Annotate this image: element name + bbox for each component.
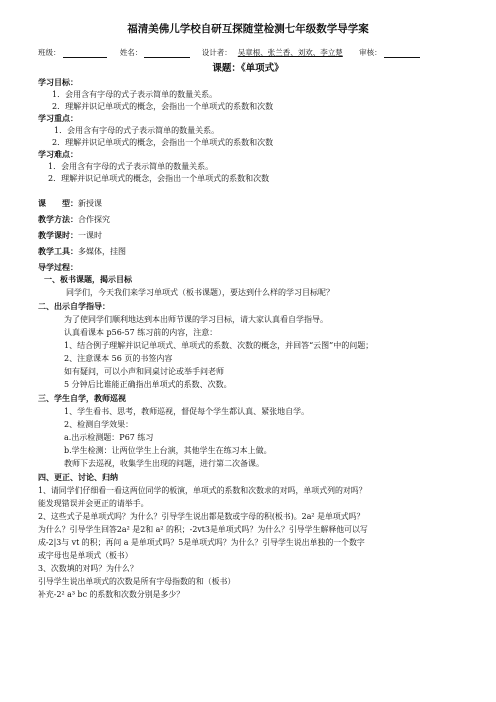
tools-value: 多媒体，挂图 — [78, 247, 126, 256]
reviewer-blank — [384, 48, 420, 58]
section-2-line: 如有疑问，可以小声和同桌讨论或举手问老师 — [64, 367, 224, 376]
focus-heading: 学习重点： — [38, 113, 78, 123]
section-3-line: 1、学生看书、思考，教师巡视，督促每个学生都认真、紧张地自学。 — [64, 407, 310, 416]
section-4-line: 为什么？引导学生回答2a² 是2和 a² 的积；-2vt3是单项式吗？为什么？引导学生解释他可以写 — [38, 525, 368, 534]
section-3-line: 教师下去巡视，收集学生出现的问题，进行第二次备课。 — [64, 459, 264, 468]
class-label: 班级： — [38, 48, 61, 57]
goal-item: 2．理解并识记单项式的概念，会指出一个单项式的系数和次数 — [52, 102, 274, 111]
section-4-line: 2、这些式子是单项式吗？为什么？引导学生说出都是数或字母的积(板书)。2a² 是单项式吗？ — [38, 512, 365, 521]
difficulty-heading: 学习难点： — [38, 149, 78, 159]
section-3-title: 三、学生自学，教师巡视 — [38, 393, 126, 403]
method-label: 教学方法： — [38, 214, 78, 224]
section-4-line: 成-2|3与 vt 的积；再问 a 是单项式吗？5是单项式吗？为什么？引导学生说出单独的一个数字 — [38, 538, 365, 547]
section-4-line: 引导学生说出单项式的次数是所有字母指数的和（板书） — [38, 577, 236, 586]
section-2-line: 认真看课本 p56-57 练习前的内容，注意： — [64, 328, 218, 337]
section-4-line: 能发现错误并会更正的请举手。 — [38, 499, 149, 508]
lesson-topic: 课题：《单项式》 — [212, 63, 284, 74]
name-blank — [144, 48, 190, 58]
difficulty-item: 2．理解并识记单项式的概念，会指出一个单项式的系数和次数 — [48, 174, 270, 183]
section-3-line: b.学生检测：让两位学生上台演，其他学生在练习本上做。 — [64, 446, 272, 455]
method-row — [38, 214, 110, 225]
section-1-title: 一、板书课题，揭示目标 — [44, 274, 132, 284]
document-title: 福清美佛儿学校自研互探随堂检测七年级数学导学案 — [127, 23, 369, 35]
section-3-line: 2、检测自学效果： — [64, 420, 134, 429]
focus-item: 1．会用含有字母的式子表示简单的数量关系。 — [54, 126, 220, 135]
section-2-line: 2、注意课本 56 页的书签内容 — [64, 354, 173, 363]
hours-row — [38, 230, 102, 241]
section-2-line: 1、结合例子理解并识记单项式、单项式的系数、次数的概念，并回答“云图”中的问题； — [64, 341, 374, 350]
lesson-type-row — [38, 198, 102, 209]
section-2-line: 5 分钟后比谁能正确指出单项式的系数、次数。 — [64, 380, 232, 389]
lesson-type-label: 课 型： — [38, 198, 78, 208]
section-3-line: a.出示检测题：P67 练习 — [64, 433, 154, 442]
hours-value: 一课时 — [78, 231, 102, 240]
section-1-text: 同学们，今天我们来学习单项式（板书课题），要达到什么样的学习目标呢？ — [66, 288, 334, 297]
goals-heading: 学习目标： — [38, 77, 78, 87]
section-2-line: 为了使同学们顺利地达到本出师节课的学习目标，请大家认真看自学指导。 — [64, 315, 328, 324]
process-heading: 导学过程： — [38, 262, 78, 272]
lesson-type-value: 新授课 — [78, 199, 102, 208]
difficulty-item: 1．会用含有字母的式子表示简单的数量关系。 — [48, 162, 214, 171]
name-label: 姓名： — [119, 48, 143, 57]
focus-item: 2．理解并识记单项式的概念，会指出一个单项式的系数和次数 — [52, 138, 274, 147]
section-4-line: 补充-2² a³ bc 的系数和次数分别是多少？ — [38, 590, 185, 599]
reviewer-label: 审核： — [359, 48, 382, 57]
section-2-title: 二、出示自学指导： — [38, 301, 110, 311]
section-4-line: 1、请同学们仔细看一看这两位同学的板演，单项式的系数和次数求的对吗，单项式列的对吗？ — [38, 486, 367, 495]
class-blank — [63, 48, 107, 58]
hours-label: 教学课时： — [38, 230, 78, 240]
tools-label: 教学工具： — [38, 246, 78, 256]
section-4-line: 或字母也是单项式（板书） — [38, 551, 133, 560]
designer-label: 设计者： — [201, 48, 232, 57]
goal-item: 1．会用含有字母的式子表示简单的数量关系。 — [52, 90, 218, 99]
header-info-row — [38, 47, 423, 58]
section-4-line: 3、次数填的对吗？为什么？ — [38, 564, 138, 573]
method-value: 合作探究 — [78, 215, 110, 224]
section-4-title: 四、更正、讨论、归纳 — [38, 472, 118, 482]
designer-names: 吴章根、张兰香、刘欢、李立楚 — [237, 48, 343, 57]
tools-row — [38, 246, 126, 257]
